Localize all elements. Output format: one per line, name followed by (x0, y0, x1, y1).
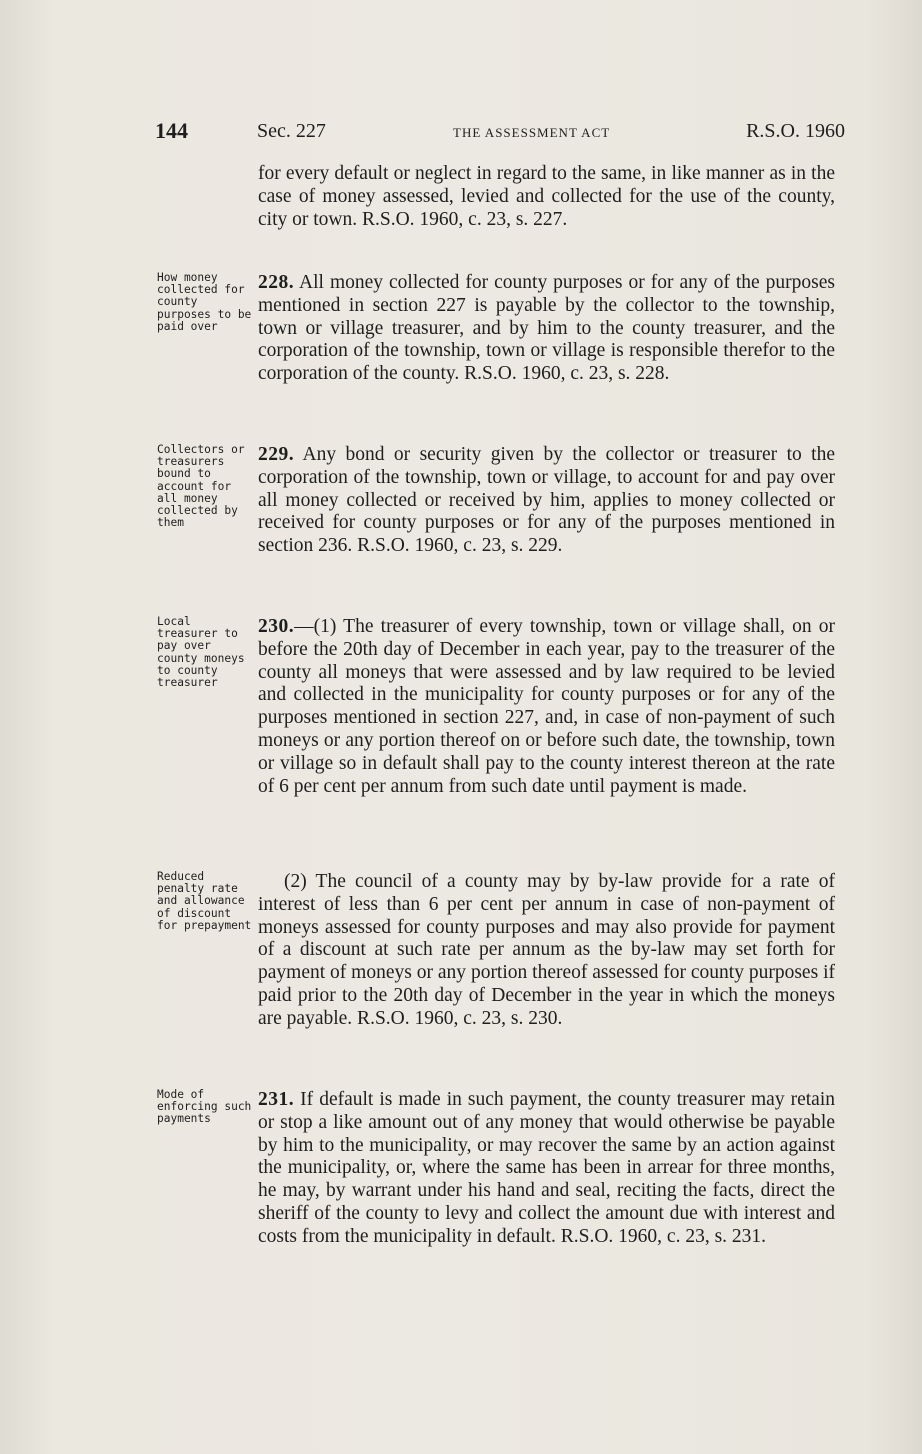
section-text (258, 272, 835, 386)
section-number: 230. (258, 616, 295, 637)
section-text (258, 616, 835, 798)
section-body: All money collected for county purposes or for any of the purposes mentioned in section 227 is payable by the collector to the township, town or village treasurer, and by him to the county treasurer, and the corporation of the township, town or village is responsible therefor to the corporation of the county. R.S.O. 1960, c. 23, s. 228. (258, 272, 835, 385)
section-text (258, 444, 835, 558)
marginal-note: Reduced penalty rate and allowance of discount for prepayment (157, 870, 252, 932)
marginal-note: Collectors or treasurers bound to account for all money collected by them (157, 443, 245, 530)
marginal-note: Mode of enforcing such payments (157, 1088, 252, 1126)
section-text (258, 1089, 835, 1249)
section-number: 228. (258, 272, 295, 293)
revision-label: R.S.O. 1960 (746, 120, 845, 142)
act-title: THE ASSESSMENT ACT (453, 125, 611, 140)
section-number: 231. (258, 1089, 295, 1110)
intro-paragraph: for every default or neglect in regard to the same, in like manner as in the case of money assessed, levied and collected for the use of the county, city or town. R.S.O. 1960, c. 23, s. 227. (258, 163, 835, 230)
section-number: 229. (258, 444, 295, 465)
section-body: Any bond or security given by the collector or treasurer to the corporation of the township, town or village, to account for and pay over all money collected or received by him, applies to money collected or received for county purposes or for any of the purposes mentioned in section 236. R.S.O. 1960, c. 23, s. 229. (258, 444, 835, 557)
section-body: If default is made in such payment, the county treasurer may retain or stop a like amount out of any money that would otherwise be payable by him to the municipality, or may recover the same by an action against the municipality, or, where the same has been in arrear for three months, he may, by warrant under his hand and seal, reciting the facts, direct the sheriff of the county to levy and collect the amount due with interest and costs from the municipality in default. R.S.O. 1960, c. 23, s. 231. (258, 1089, 835, 1247)
section-body: —(1) The treasurer of every township, town or village shall, on or before the 20th day of December in each year, pay to the treasurer of the county all moneys that were assessed and by law required to be levied and collected in the municipality for county purposes or for any of the purposes mentioned in section 227, and, in case of non-payment of such moneys or any portion thereof on or before such date, the township, town or village so in default shall pay to the county interest thereon at the rate of 6 per cent per annum from such date until payment is made. (258, 616, 835, 797)
page-number: 144 (155, 118, 188, 143)
marginal-note: Local treasurer to pay over county moneys to county treasurer (157, 615, 245, 690)
marginal-note: How money collected for county purposes to be paid over (157, 271, 252, 333)
section-reference: Sec. 227 (257, 120, 326, 142)
running-header (155, 118, 845, 148)
section-text: (2) The council of a county may by by-law provide for a rate of interest of less than 6 per cent per annum in case of non-payment of moneys assessed for county purposes and may also provide for payment of a discount at such rate per annum as the by-law may set forth for payment of moneys or any portion thereof assessed for county purposes if paid prior to the 20th day of December in the year in which the moneys are payable. R.S.O. 1960, c. 23, s. 230. (258, 871, 835, 1029)
